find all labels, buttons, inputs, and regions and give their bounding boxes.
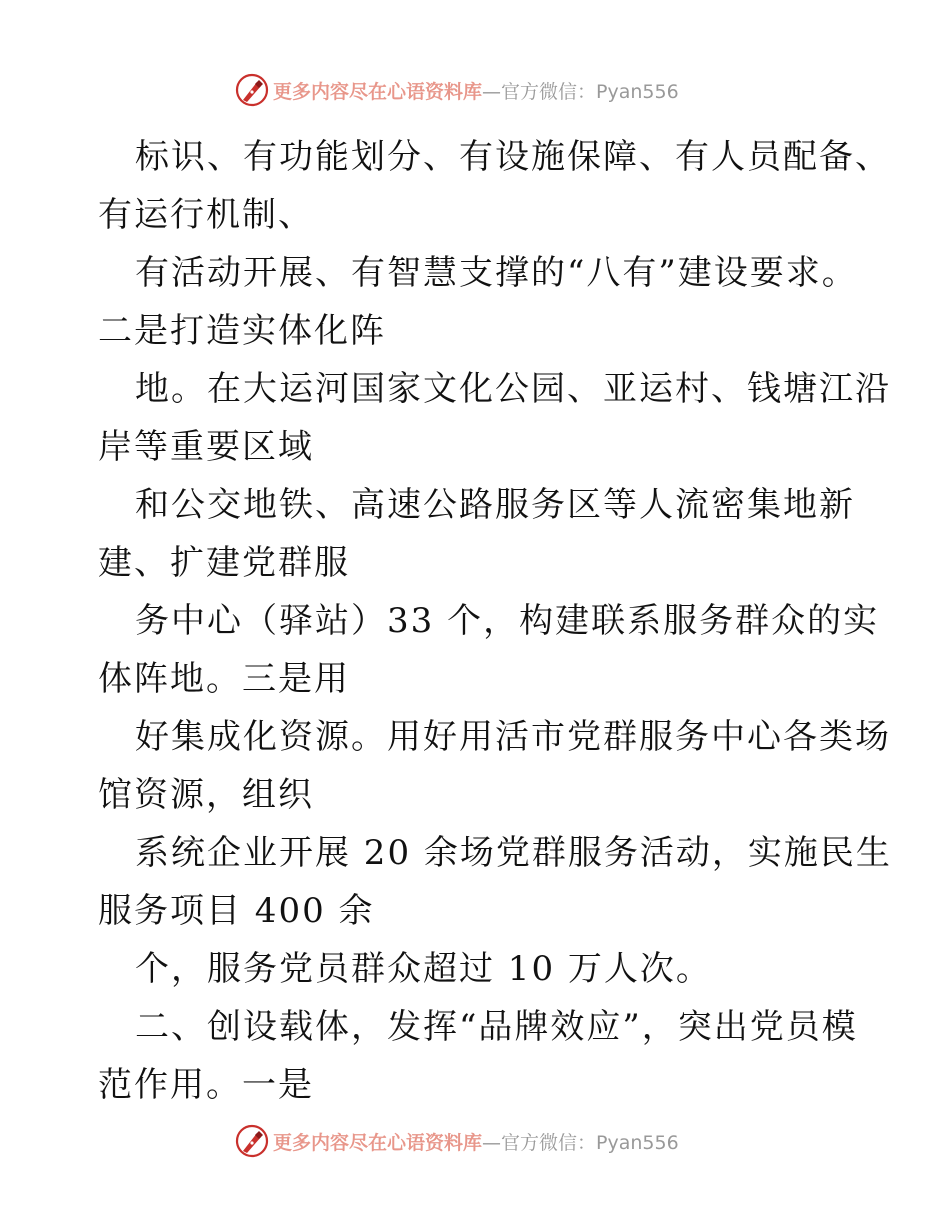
document-body — [98, 128, 892, 1114]
text-line: 体阵地。三是用 — [98, 659, 350, 699]
header-watermark — [235, 72, 679, 108]
text-line: 二是打造实体化阵 — [98, 311, 386, 351]
text-line: 馆资源，组织 — [98, 775, 314, 815]
text-line: 二、创设载体，发挥“品牌效应”，突出党员模 — [135, 1007, 858, 1047]
watermark-brand: 更多内容尽在心语资料库 — [273, 1131, 483, 1154]
text-line: 个，服务党员群众超过 10 万人次。 — [135, 949, 712, 989]
pen-nib-logo-icon — [235, 73, 269, 107]
text-line: 有运行机制、 — [98, 195, 314, 235]
watermark-contact: —官方微信：Pyan556 — [482, 80, 679, 103]
text-line: 范作用。一是 — [98, 1065, 314, 1105]
text-line: 和公交地铁、高速公路服务区等人流密集地新 — [135, 485, 855, 525]
text-line: 好集成化资源。用好用活市党群服务中心各类场 — [135, 717, 891, 757]
text-line: 建、扩建党群服 — [98, 543, 350, 583]
text-line: 务中心（驿站）33 个，构建联系服务群众的实 — [135, 601, 880, 641]
watermark-brand: 更多内容尽在心语资料库 — [273, 80, 483, 103]
text-line: 岸等重要区域 — [98, 427, 314, 467]
text-line: 标识、有功能划分、有设施保障、有人员配备、 — [135, 137, 891, 177]
pen-nib-logo-icon — [235, 1124, 269, 1158]
footer-watermark — [235, 1123, 679, 1159]
text-line: 系统企业开展 20 余场党群服务活动，实施民生 — [135, 833, 892, 873]
watermark-contact: —官方微信：Pyan556 — [482, 1131, 679, 1154]
text-line: 地。在大运河国家文化公园、亚运村、钱塘江沿 — [135, 369, 891, 409]
text-line: 有活动开展、有智慧支撑的“八有”建设要求。 — [135, 253, 858, 293]
text-line: 服务项目 400 余 — [98, 891, 375, 931]
